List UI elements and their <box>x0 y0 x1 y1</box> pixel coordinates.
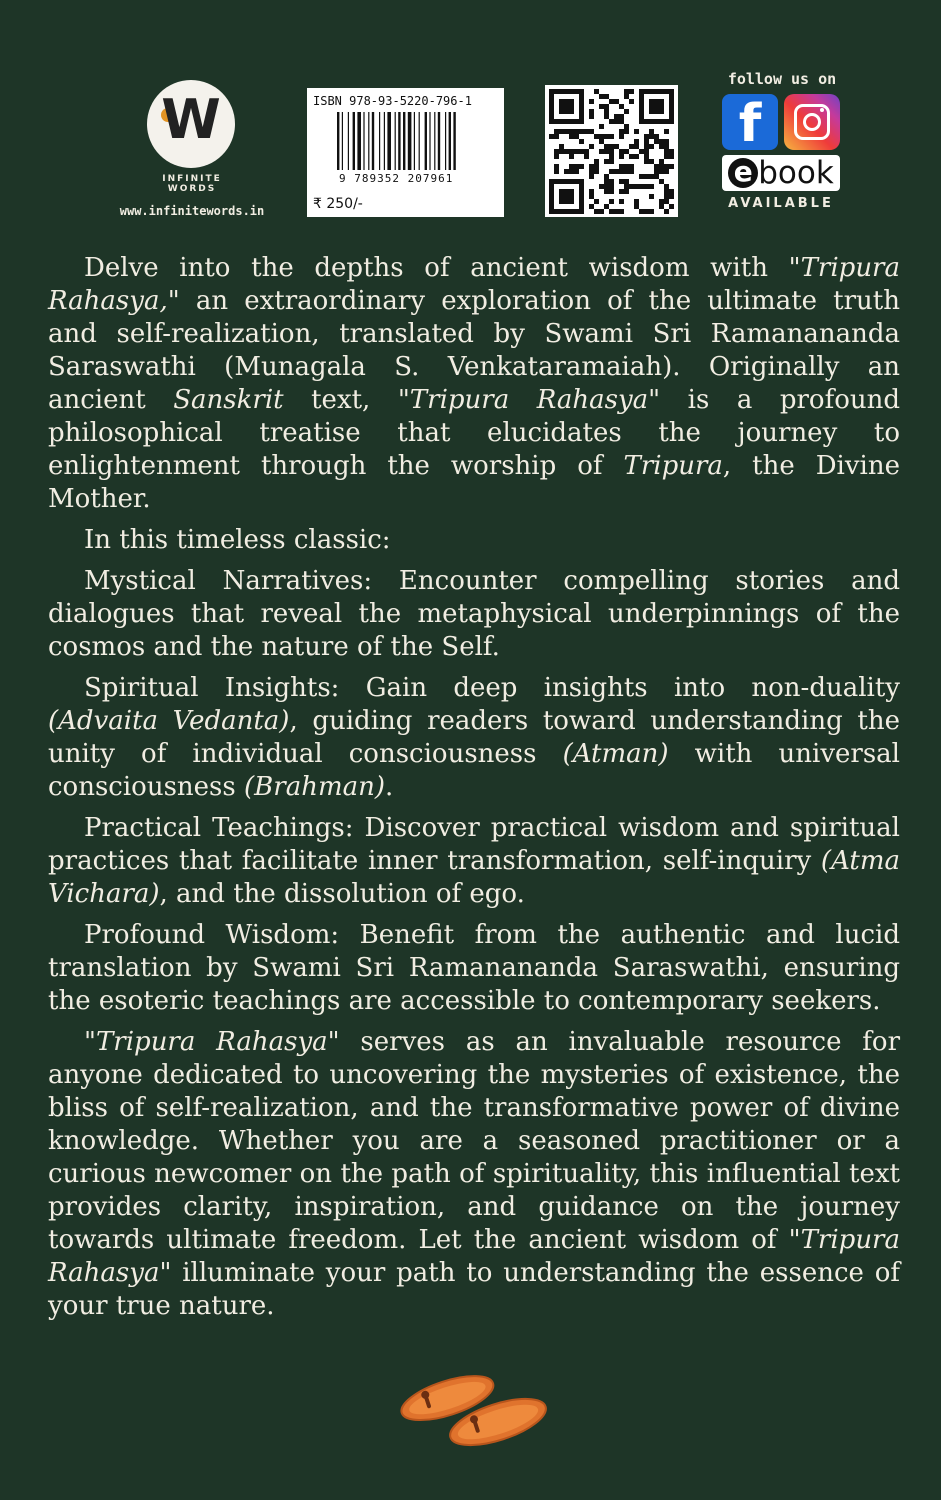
available-label: AVAILABLE <box>728 196 834 211</box>
text-run: Delve into the depths of ancient wisdom with <box>84 253 789 283</box>
back-cover-header <box>0 0 941 230</box>
text-run: Practical Teachings: Discover practical wisdom and spiritual practices that facilitate inner transformation, self-inquiry <box>48 813 900 876</box>
text-run: text, <box>283 385 398 415</box>
italic-run: (Atman) <box>562 739 669 769</box>
ebook-word: book <box>758 155 834 191</box>
blurb-paragraph <box>48 252 900 516</box>
text-run: , and the dissolution of ego. <box>159 879 525 909</box>
publisher-logo <box>147 80 235 168</box>
italic-run: "Tripura Rahasya" <box>84 1027 340 1057</box>
publisher-name-line2: WORDS <box>167 184 217 194</box>
blurb-paragraph <box>48 672 900 804</box>
text-run: illuminate your path to understanding the essence of your true nature. <box>48 1258 900 1321</box>
italic-run: Sanskrit <box>173 385 284 415</box>
text-run: , the Divine Mother. <box>48 451 900 514</box>
text-run: In this timeless classic: <box>84 525 391 555</box>
text-run: Spiritual Insights: Gain deep insights into non-duality <box>84 673 900 703</box>
facebook-icon[interactable]: f <box>722 94 778 150</box>
text-run: serves as an invaluable resource for anyone dedicated to uncovering the mysteries of existence, the bliss of self-realization, and the transformative power of divine knowledge. Whether you are a seasoned practitioner or a curious newcomer on the path of spirituality, this influential text provides clarity, inspiration, and guidance on the journey towards ultimate freedom. Let the ancient wisdom of <box>48 1027 900 1255</box>
text-run: Profound Wisdom: Benefit from the authentic and lucid translation by Swami Sri Ramanananda Saraswathi, ensuring the esoteric teachings are accessible to contemporary seekers. <box>48 920 900 1016</box>
qr-code[interactable] <box>545 85 678 217</box>
barcode-icon <box>337 112 497 170</box>
text-run: is a profound philosophical treatise that elucidates the journey to enlightenment through the worship of <box>48 385 900 481</box>
publisher-name <box>140 174 244 194</box>
blurb-paragraph <box>48 1026 900 1323</box>
blurb-paragraph <box>48 565 900 664</box>
italic-run: (Brahman) <box>244 772 385 802</box>
text-run: . <box>384 772 394 802</box>
price-label: ₹ 250/- <box>313 196 363 212</box>
ebook-badge <box>722 155 840 191</box>
blurb-paragraph <box>48 919 900 1018</box>
italic-run: (Atma Vichara) <box>48 846 900 909</box>
publisher-website[interactable]: www.infinitewords.in <box>119 204 265 218</box>
follow-us-label: follow us on <box>727 70 837 88</box>
blurb-paragraph <box>48 524 900 557</box>
isbn-label: ISBN 978-93-5220-796-1 <box>313 94 472 108</box>
italic-run: (Advaita Vedanta) <box>48 706 290 736</box>
italic-run: "Tripura Rahasya" <box>397 385 661 415</box>
barcode-number: 9 789352 207961 <box>339 172 454 185</box>
text-run: , guiding readers toward understanding the unity of individual consciousness <box>48 706 900 769</box>
publisher-name-line1: INFINITE <box>162 174 222 184</box>
qr-code-icon <box>545 85 678 217</box>
book-blurb <box>48 252 900 1331</box>
isbn-barcode <box>307 88 504 217</box>
text-run: with universal consciousness <box>48 739 900 802</box>
italic-run: Tripura <box>623 451 723 481</box>
text-run: Mystical Narratives: Encounter compelling stories and dialogues that reveal the metaphysical underpinnings of the cosmos and the nature of the Self. <box>48 566 900 662</box>
logo-letter: W <box>161 88 221 151</box>
instagram-icon[interactable] <box>784 94 840 150</box>
italic-run: "Tripura Rahasya," <box>48 253 900 316</box>
blurb-paragraph <box>48 812 900 911</box>
italic-run: "Tripura Rahasya" <box>48 1225 900 1288</box>
ebook-e-icon: e <box>728 158 758 188</box>
text-run: an extraordinary exploration of the ultimate truth and self-realization, translated by Swami Sri Ramanananda Saraswathi (Munagala S. Venkataramaiah). Originally an ancient <box>48 286 900 415</box>
padukas-sandals-icon <box>398 1360 554 1450</box>
